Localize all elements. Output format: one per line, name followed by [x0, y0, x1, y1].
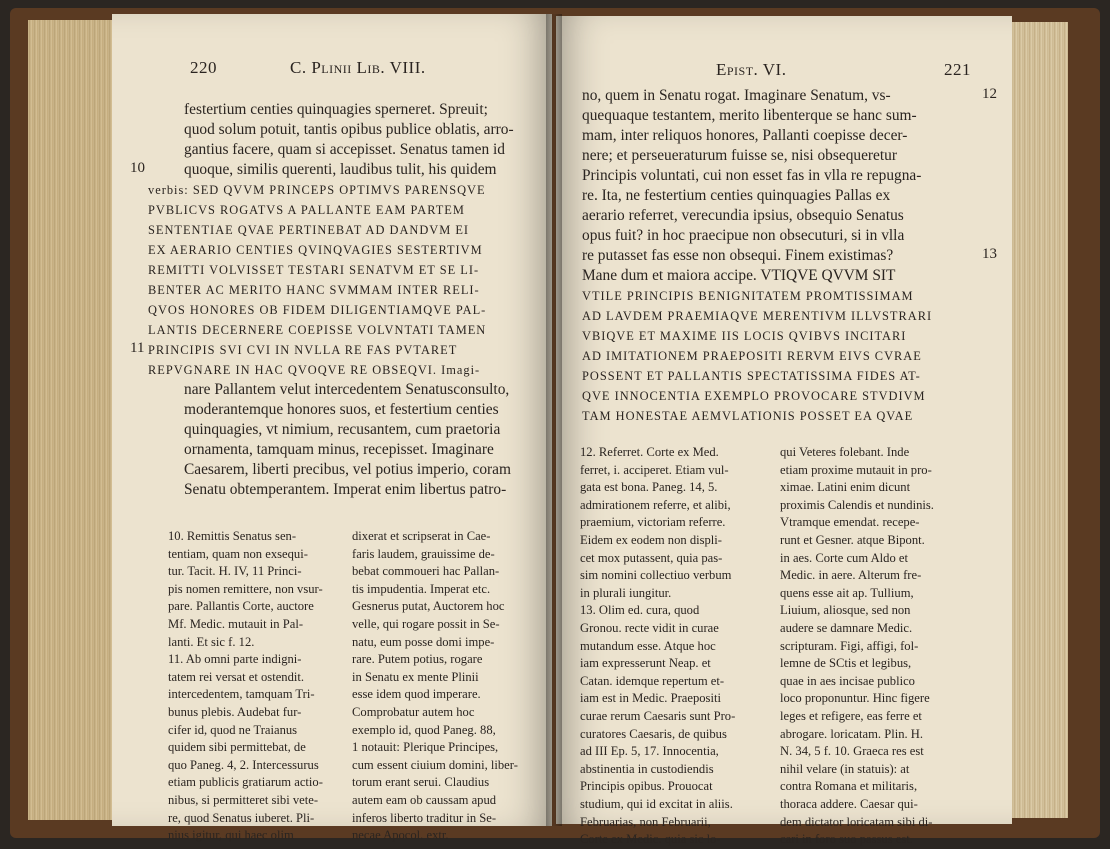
note-line: nius igitur, qui haec olim — [168, 828, 294, 843]
right-page-number: 221 — [944, 60, 971, 79]
note-line: in plurali iungitur. — [580, 585, 672, 600]
note-line: Catan. idemque repertum et- — [580, 673, 725, 688]
book-gutter — [546, 14, 562, 826]
text-line: re. Ita, ne festertium centies quinquagies Pallas ex — [582, 187, 891, 204]
left-page — [112, 14, 552, 843]
note-line: curae rerum Caesaris sunt Pro- — [580, 709, 736, 723]
note-line: loco proponuntur. Hinc figere — [780, 691, 930, 706]
text-line: re putasset fas esse non obsequi. Finem existimas? — [582, 247, 894, 264]
text-line: quequaque testantem, merito libenterque se hanc sum- — [582, 107, 917, 124]
note-line: 12. Referret. Corte ex Med. — [580, 445, 719, 459]
note-line: 13. Olim ed. cura, quod — [580, 603, 700, 618]
note-line: faris laudem, grauissime de- — [352, 546, 495, 561]
note-line: nibus, si permitteret sibi vete- — [168, 793, 319, 807]
note-line: rare. Putem potius, rogare — [352, 652, 483, 667]
note-line: inferos liberto traditur in Se- — [352, 810, 497, 825]
note-line: studium, qui id excitat in aliis. — [580, 797, 733, 811]
note-line: ximae. Latini enim dicunt — [780, 480, 911, 495]
note-line: velle, qui rogare possit in Se- — [352, 617, 500, 631]
note-line: etiam proxime mutauit in pro- — [780, 462, 932, 477]
text-line: Mane dum et maiora accipe. VTIQVE QVVM SIT — [582, 267, 896, 284]
right-page — [556, 16, 1012, 847]
right-running-title: Epist. VI. — [716, 60, 787, 79]
note-line: Comprobatur autem hoc — [352, 705, 475, 719]
note-line: admirationem referre, et alibi, — [580, 497, 731, 512]
note-line: mutandum esse. Atque hoc — [580, 638, 716, 653]
note-line: iam est in Medic. Praepositi — [580, 691, 721, 706]
text-line: Principis voluntati, cui non esset fas in vlla re repugna- — [582, 167, 922, 184]
text-line: VBIQVE ET MAXIME IIS LOCIS QVIBVS INCITARI — [582, 329, 907, 343]
text-line: ornamenta, tamquam minus, recepisset. Imaginare — [184, 441, 494, 458]
text-line: PRINCIPIS SVI CVI IN NVLLA RE FAS PVTARET — [148, 343, 458, 357]
text-line: mam, inter reliquos honores, Pallanti coepisse decer- — [582, 127, 908, 144]
note-line: quidem sibi permittebat, de — [168, 740, 306, 755]
note-line: lemne de SCtis et legibus, — [780, 656, 912, 671]
note-line: quens esse ait ap. Tullium, — [780, 585, 914, 600]
text-line: QVOS HONORES OB FIDEM DILIGENTIAMQVE PAL- — [148, 303, 487, 317]
note-line: cum essent ciuium domini, liber- — [352, 757, 518, 772]
note-line: quae in aes incisae publico — [780, 673, 915, 688]
note-line: Principis opibus. Prouocat — [580, 779, 713, 794]
note-line: intercedentem, tamquam Tri- — [168, 687, 315, 702]
text-line: verbis: SED QVVM PRINCEPS OPTIMVS PARENSQVE — [148, 183, 486, 197]
note-line: tis impudentia. Imperat etc. — [352, 581, 491, 596]
note-line: tentiam, quam non exsequi- — [168, 546, 308, 561]
note-line: sim nomini collectiuo verbum — [580, 568, 732, 583]
note-line: ferret, i. acciperet. Etiam vul- — [580, 462, 729, 477]
note-line: nihil velare (in statuis): at — [780, 761, 910, 776]
note-line: abstinentia in custodiendis — [580, 761, 714, 776]
note-line: bunus plebis. Audebat fur- — [168, 705, 302, 719]
note-line: necae Apocol. extr. — [352, 828, 449, 843]
text-line: BENTER AC MERITO HANC SVMMAM INTER RELI- — [148, 283, 480, 297]
text-line: no, quem in Senatu rogat. Imaginare Senatum, vs- — [582, 87, 891, 104]
text-line: nere; et perseueraturum fuisse se, nisi obsequeretur — [582, 147, 897, 164]
text-line: festertium centies quinquagies sperneret. Spreuit; — [184, 101, 488, 118]
note-line: gata est bona. Paneg. 14, 5. — [580, 480, 718, 495]
note-line: thoraca addere. Caesar qui- — [780, 797, 918, 811]
note-line: runt et Gesner. atque Bipont. — [780, 533, 925, 547]
note-line: Mf. Medic. mutauit in Pal- — [168, 617, 304, 631]
note-line: torum erant serui. Claudius — [352, 775, 490, 790]
note-line: natu, eum posse domi impe- — [352, 634, 495, 649]
text-line: Senatu obtemperantem. Imperat enim libertus patro- — [184, 481, 507, 498]
page-edges-right — [1008, 22, 1068, 818]
note-line: re, quod Senatus iuberet. Pli- — [168, 810, 315, 825]
note-line: Corte ex Medic. quia sic lo- — [580, 832, 721, 847]
note-line: etiam publicis gratiarum actio- — [168, 775, 323, 790]
margin-number: 12 — [982, 86, 997, 102]
note-line: pis nomen remittere, non vsur- — [168, 581, 323, 596]
text-line: SENTENTIAE QVAE PERTINEBAT AD DANDVM EI — [148, 223, 470, 237]
text-line: quoque, similis querenti, laudibus tulit, his quidem — [184, 161, 497, 178]
note-line: Februarias, non Februarii, — [580, 814, 711, 829]
text-line: VTILE PRINCIPIS BENIGNITATEM PROMTISSIMAM — [582, 289, 914, 303]
note-line: 11. Ab omni parte indigni- — [168, 652, 302, 667]
note-line: Liuium, aliosque, sed non — [780, 603, 911, 618]
note-line: quo Paneg. 4, 2. Intercessurus — [168, 757, 319, 772]
text-line: nare Pallantem velut intercedentem Senatusconsulto, — [184, 381, 510, 398]
text-line: opus fuit? in hoc praecipue non obsecuturi, si in vlla — [582, 227, 905, 244]
text-line: QVE INNOCENTIA EXEMPLO PROVOCARE STVDIVM — [582, 389, 926, 403]
note-line: dixerat et scripserat in Cae- — [352, 529, 491, 543]
note-line: autem eam ob caussam apud — [352, 793, 497, 807]
note-line: abrogare. loricatam. Plin. H. — [780, 726, 924, 741]
note-line: Vtramque emendat. recepe- — [780, 515, 920, 530]
note-line: Eidem ex eodem non displi- — [580, 533, 722, 547]
note-line: curatores Caesaris, de quibus — [580, 726, 727, 741]
note-line: Medic. in aere. Alterum fre- — [780, 568, 922, 583]
note-line: contra Romana et militaris, — [780, 779, 918, 794]
text-line: Caesarem, liberti precibus, vel potius imperio, coram — [184, 461, 511, 478]
note-line: tatem rei versat et ostendit. — [168, 669, 305, 684]
text-line: AD IMITATIONEM PRAEPOSITI RERVM EIVS CVRAE — [582, 349, 922, 363]
note-line: qui Veteres folebant. Inde — [780, 445, 910, 459]
text-line: gantius facere, quam si accepisset. Senatus tamen id — [184, 141, 505, 158]
note-line: 10. Remittis Senatus sen- — [168, 529, 297, 543]
note-line: in aes. Corte cum Aldo et — [780, 550, 909, 565]
note-line: praemium, victoriam referre. — [580, 515, 726, 530]
page-edges-left — [28, 20, 114, 820]
note-line: Gesnerus putat, Auctorem hoc — [352, 599, 505, 614]
note-line: 1 notauit: Plerique Principes, — [352, 740, 499, 755]
margin-number: 10 — [130, 160, 145, 176]
text-line: REMITTI VOLVISSET TESTARI SENATVM ET SE LI- — [148, 263, 480, 277]
note-line: scripturam. Figi, affigi, fol- — [780, 638, 919, 653]
text-line: PVBLICVS ROGATVS A PALLANTE EAM PARTEM — [148, 203, 465, 217]
note-line: tur. Tacit. H. IV, 11 Princi- — [168, 564, 302, 579]
note-line: in Senatu ex mente Plinii — [352, 669, 479, 684]
note-line: proximis Calendis et nundinis. — [780, 497, 934, 512]
text-line: quinquagies, vt nimium, recusantem, cum praetoria — [184, 421, 501, 438]
note-line: exemplo id, quod Paneg. 88, — [352, 722, 496, 737]
note-line: cet mox putassent, quia pas- — [580, 550, 723, 565]
note-line: cari in foro suo passus est. — [780, 832, 913, 847]
text-line: aerario referret, verecundia ipsius, obsequio Senatus — [582, 207, 904, 224]
note-line: ad III Ep. 5, 17. Innocentia, — [580, 744, 719, 759]
note-line: cifer id, quod ne Traianus — [168, 722, 298, 737]
left-running-title: C. Plinii Lib. VIII. — [290, 58, 426, 77]
note-line: iam expresserunt Neap. et — [580, 656, 711, 671]
note-line: leges et refigere, eas ferre et — [780, 709, 922, 723]
note-line: esse idem quod imperare. — [352, 687, 481, 702]
text-line: AD LAVDEM PRAEMIAQVE MERENTIVM ILLVSTRARI — [582, 309, 933, 323]
text-line: TAM HONESTAE AEMVLATIONIS POSSET EA QVAE — [582, 409, 914, 423]
text-line: moderantemque honores suos, et festertium centies — [184, 401, 499, 418]
text-line: EX AERARIO CENTIES QVINQVAGIES SESTERTIVM — [148, 243, 483, 257]
note-line: audere se damnare Medic. — [780, 621, 913, 635]
margin-number: 13 — [982, 246, 997, 262]
note-line: pare. Pallantis Corte, auctore — [168, 599, 314, 614]
note-line: N. 34, 5 f. 10. Graeca res est — [780, 744, 924, 759]
text-line: POSSENT ET PALLANTIS SPECTATISSIMA FIDES AT- — [582, 369, 921, 383]
note-line: Gronou. recte vidit in curae — [580, 621, 719, 635]
left-page-number: 220 — [190, 58, 217, 77]
note-line: dem dictator loricatam sibi di- — [780, 814, 933, 829]
note-line: bebat commoueri hac Pallan- — [352, 564, 500, 579]
text-line: LANTIS DECERNERE COEPISSE VOLVNTATI TAMEN — [148, 323, 487, 337]
text-line: REPVGNARE IN HAC QVOQVE RE OBSEQVI. Imagi- — [148, 363, 481, 377]
text-line: quod solum potuit, tantis opibus publice oblatis, arro- — [184, 121, 514, 138]
note-line: lanti. Et sic f. 12. — [168, 634, 255, 649]
margin-number: 11 — [130, 340, 145, 356]
